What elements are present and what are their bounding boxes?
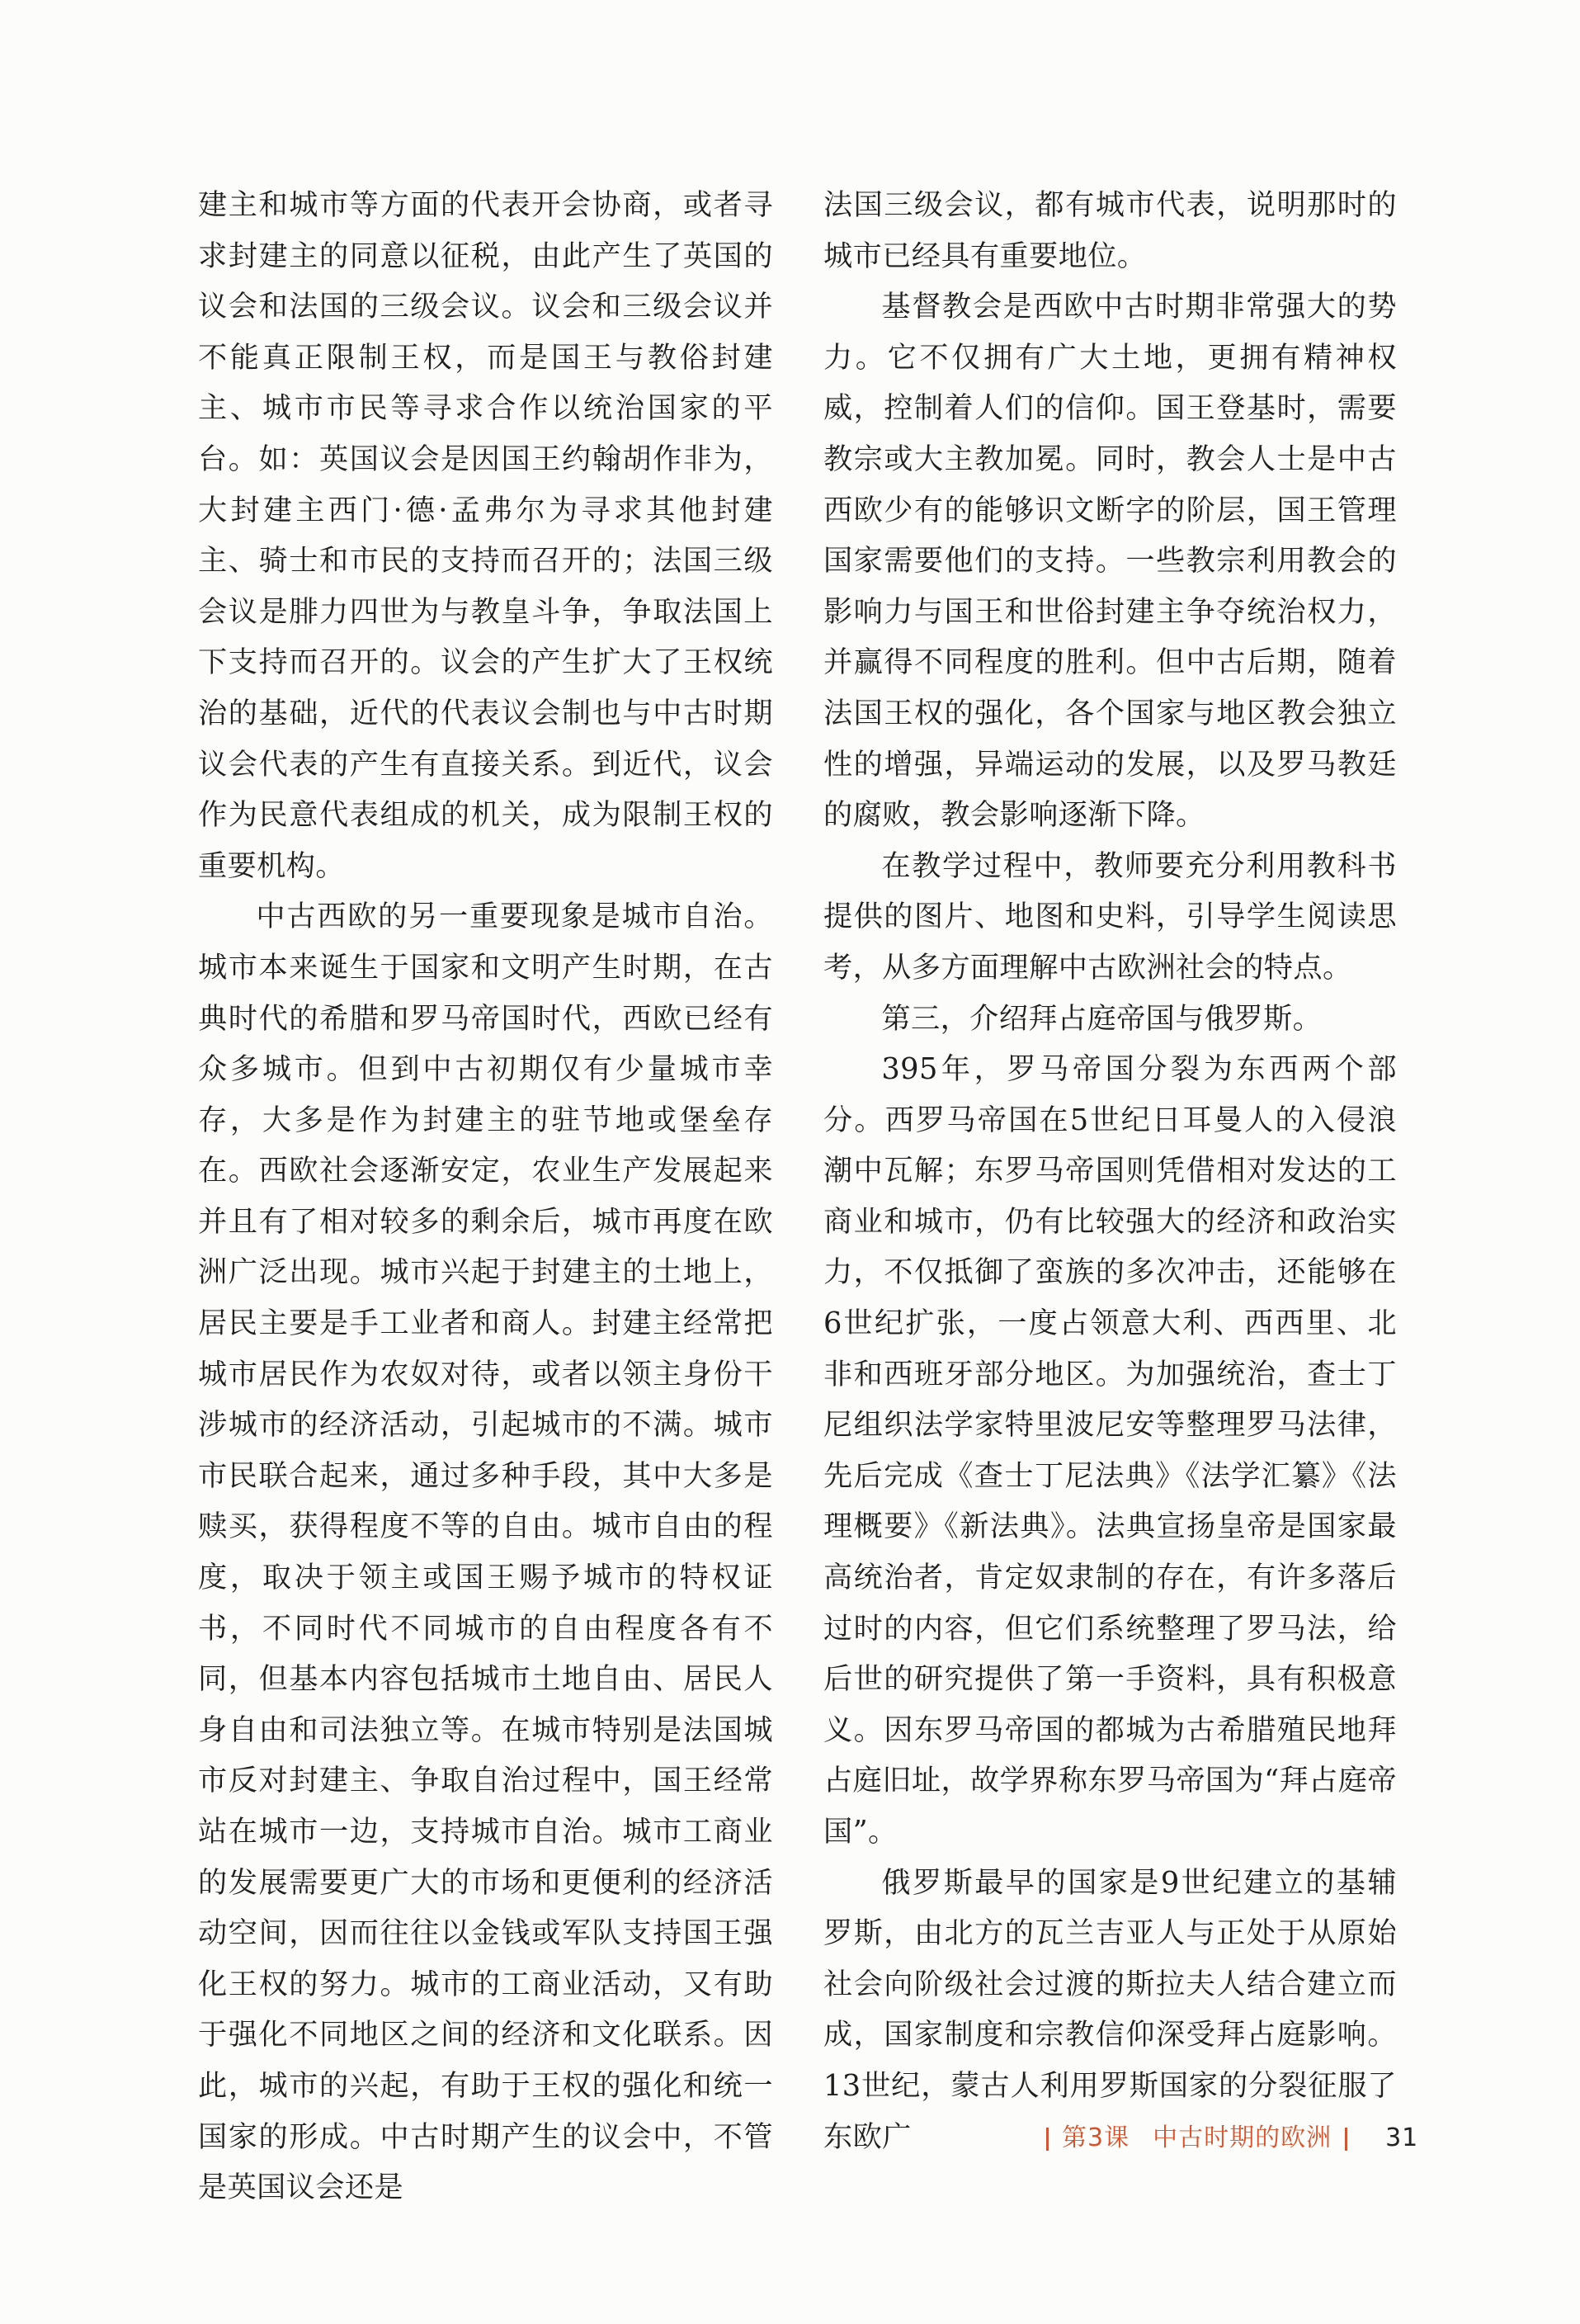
paragraph: 基督教会是西欧中古时期非常强大的势力。它不仅拥有广大土地，更拥有精神权威，控制着人们的信仰。国王登基时，需要教宗或大主教加冕。同时，教会人士是中古西欧少有的能够识文断字的阶层，国王管理国家需要他们的支持。一些教宗利用教会的影响力与国王和世俗封建主争夺统治权力，并赢得不同程度的胜利。但中古后期，随着法国王权的强化，各个国家与地区教会独立性的增强，异端运动的发展，以及罗马教廷的腐败，教会影响逐渐下降。 bbox=[823, 290, 1397, 833]
page-number: 31 bbox=[1385, 2123, 1419, 2152]
page-footer bbox=[1033, 2119, 1419, 2157]
divider bbox=[1345, 2128, 1347, 2151]
paragraph: 俄罗斯最早的国家是9世纪建立的基辅罗斯，由北方的瓦兰吉亚人与正处于从原始社会向阶级社会过渡的斯拉夫人结合建立而成，国家制度和宗教信仰深受拜占庭影响。13世纪，蒙古人利用罗斯国家的分裂征服了东欧广 bbox=[823, 1865, 1397, 2154]
divider bbox=[1046, 2128, 1049, 2151]
paragraph: 中古西欧的另一重要现象是城市自治。城市本来诞生于国家和文明产生时期，在古典时代的希腊和罗马帝国时代，西欧已经有众多城市。但到中古初期仅有少量城市幸存，大多是作为封建主的驻节地或堡垒存在。西欧社会逐渐安定，农业生产发展起来并且有了相对较多的剩余后，城市再度在欧洲广泛出现。城市兴起于封建主的土地上，居民主要是手工业者和商人。封建主经常把城市居民作为农奴对待，或者以领主身份干涉城市的经济活动，引起城市的不满。城市市民联合起来，通过多种手段，其中大多是赎买，获得程度不等的自由。城市自由的程度，取决于领主或国王赐予城市的特权证书，不同时代不同城市的自由程度各有不同，但基本内容包括城市土地自由、居民人身自由和司法独立等。在城市特别是法国城市反对封建主、争取自治过程中，国王经常站在城市一边，支持城市自治。城市工商业的发展需要更广大的市场和更便利的经济活动空间，因而往往以金钱或军队支持国王强化王权的努力。城市的工商业活动，又有助于强化不同地区之间的经济和文化联系。因此，城市的兴起，有助于王权的强化和统一国家的形成。中古时期产生的议会中，不管是英国议会还是 bbox=[198, 900, 773, 2205]
lesson-label: 第3课 bbox=[1062, 2123, 1130, 2152]
left-column bbox=[198, 180, 773, 2213]
paragraph: 第三，介绍拜占庭帝国与俄罗斯。 bbox=[881, 1001, 1323, 1036]
right-column bbox=[823, 180, 1397, 2162]
paragraph: 建主和城市等方面的代表开会协商，或者寻求封建主的同意以征税，由此产生了英国的议会和法国的三级会议。议会和三级会议并不能真正限制王权，而是国王与教俗封建主、城市市民等寻求合作以统治国家的平台。如：英国议会是因国王约翰胡作非为，大封建主西门·德·孟弗尔为寻求其他封建主、骑士和市民的支持而召开的；法国三级会议是腓力四世为与教皇斗争，争取法国上下支持而召开的。议会的产生扩大了王权统治的基础，近代的代表议会制也与中古时期议会代表的产生有直接关系。到近代，议会作为民意代表组成的机关，成为限制王权的重要机构。 bbox=[198, 188, 773, 883]
paragraph: 395年，罗马帝国分裂为东西两个部分。西罗马帝国在5世纪日耳曼人的入侵浪潮中瓦解；东罗马帝国则凭借相对发达的工商业和城市，仍有比较强大的经济和政治实力，不仅抵御了蛮族的多次冲击，还能够在6世纪扩张，一度占领意大利、西西里、北非和西班牙部分地区。为加强统治，查士丁尼组织法学家特里波尼安等整理罗马法律，先后完成《查士丁尼法典》《法学汇纂》《法理概要》《新法典》。法典宣扬皇帝是国家最高统治者，肯定奴隶制的存在，有许多落后过时的内容，但它们系统整理了罗马法，给后世的研究提供了第一手资料，具有积极意义。因东罗马帝国的都城为古希腊殖民地拜占庭旧址，故学界称东罗马帝国为“拜占庭帝国”。 bbox=[823, 1052, 1397, 1849]
chapter-title: 中古时期的欧洲 bbox=[1153, 2123, 1332, 2152]
paragraph: 在教学过程中，教师要充分利用教科书提供的图片、地图和史料，引导学生阅读思考，从多方面理解中古欧洲社会的特点。 bbox=[823, 848, 1397, 985]
paragraph: 法国三级会议，都有城市代表，说明那时的城市已经具有重要地位。 bbox=[823, 188, 1397, 273]
